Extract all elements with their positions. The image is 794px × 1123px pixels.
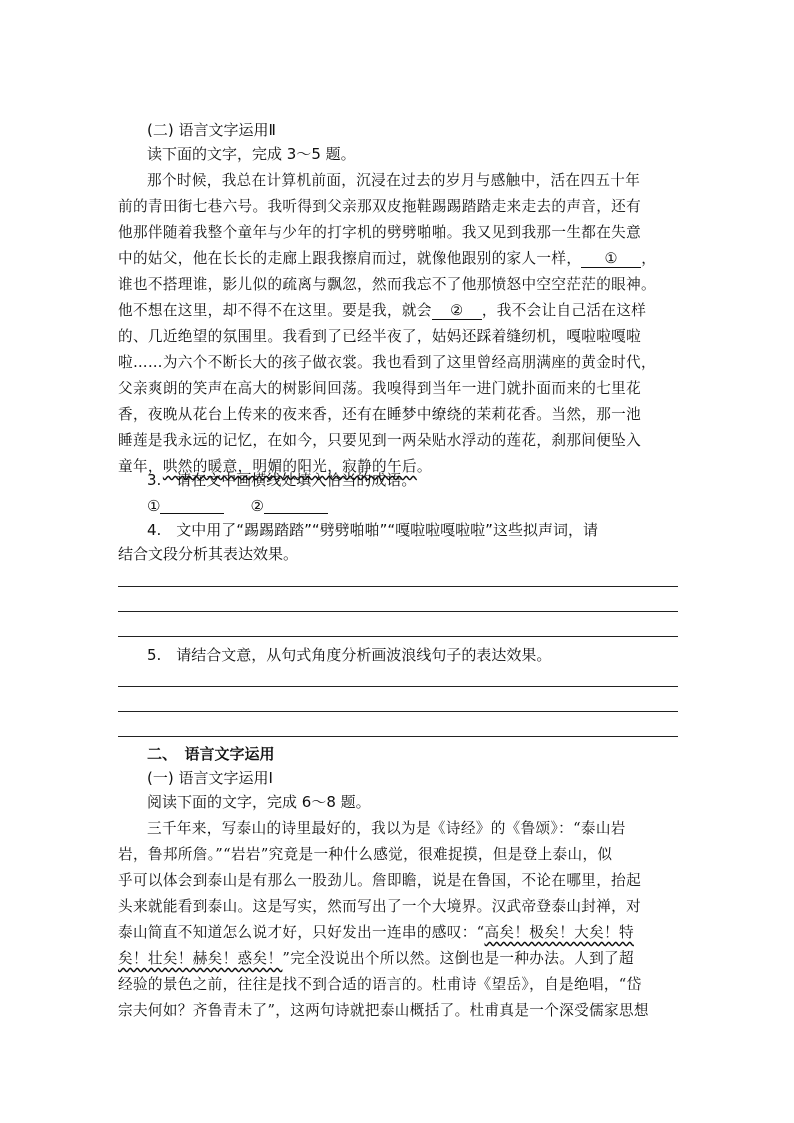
passage-line: 谁也不搭理谁，影儿似的疏离与飘忽，然而我忘不了他那愤怒中空空茫茫的眼神。 <box>118 276 656 293</box>
passage-line <box>118 249 656 269</box>
section-instruction: 阅读下面的文字，完成 6～8 题。 <box>147 793 371 811</box>
passage-line: 三千年来，写泰山的诗里最好的，我以为是《诗经》的《鲁颂》：“泰山岩 <box>147 820 626 837</box>
question-3-answers <box>147 496 328 516</box>
answer-blank-1[interactable] <box>160 498 224 514</box>
passage-text: 泰山简直不知道怎么说才好，只好发出一连串的感叹：“ <box>118 924 485 941</box>
section-title: (二) 语言文字运用Ⅱ <box>147 121 276 139</box>
passage-text: ”完全没说出个所以然。这倒也是一种办法。人到了超 <box>282 950 634 967</box>
question-3: 3. 请在文中画横线处填入恰当的成语。 <box>147 471 417 489</box>
passage-text: ，我不会让自己活在这样 <box>481 302 647 319</box>
passage-text: 中的姑父，他在长长的走廊上跟我擦肩而过，就像他跟别的家人一样， <box>118 250 582 267</box>
answer-line[interactable] <box>118 636 678 637</box>
passage-text: ， <box>641 250 657 267</box>
question-4-cont: 结合文段分析其表达效果。 <box>118 545 299 563</box>
passage-line: 啦……为六个不断长大的孩子做衣裳。我也看到了这里曾经高朋满座的黄金时代， <box>118 354 656 371</box>
section-instruction: 读下面的文字，完成 3～5 题。 <box>147 145 356 163</box>
fill-blank-2: ② <box>432 302 482 320</box>
passage-line: 香，夜晚从花台上传来的夜来香，还有在睡梦中缭绕的茉莉花香。当然，那一池 <box>118 406 642 423</box>
section-subtitle: (一) 语言文字运用Ⅰ <box>147 769 273 787</box>
answer-blank-2[interactable] <box>264 498 328 514</box>
passage-line: 那个时候，我总在计算机前面，沉浸在过去的岁月与感触中，活在四五十年 <box>147 172 641 189</box>
answer-line[interactable] <box>118 711 678 712</box>
passage-line: 睡莲是我永远的记忆，在如今，只要见到一两朵贴水浮动的莲花，刹那间便坠入 <box>118 432 642 449</box>
fill-blank-1: ① <box>581 250 641 268</box>
wavy-underlined-sentence: 矣！壮矣！赫矣！惑矣！ <box>118 950 283 967</box>
answer-line[interactable] <box>118 586 678 587</box>
answer-line[interactable] <box>118 736 678 737</box>
passage-line: 头来就能看到泰山。这是写实，然而写出了一个大境界。汉武帝登泰山封禅，对 <box>118 898 642 915</box>
answer-label-2: ② <box>250 497 264 515</box>
passage-line: 宗夫何如？齐鲁青未了”，这两句诗就把泰山概括了。杜甫真是一个深受儒家思想 <box>118 1002 649 1019</box>
passage-line: 他那伴随着我整个童年与少年的打字机的劈劈啪啪。我又见到我那一生都在失意 <box>118 224 642 241</box>
wavy-underlined-sentence: 哄然的暖意，明媚的阳光，寂静的午后 <box>162 458 417 475</box>
passage-line: 经验的景色之前，往往是找不到合适的语言的。杜甫诗《望岳》，自是绝唱，“岱 <box>118 976 642 993</box>
question-5: 5. 请结合文意，从句式角度分析画波浪线句子的表达效果。 <box>147 646 552 664</box>
answer-line[interactable] <box>118 611 678 612</box>
passage-text: 。 <box>416 458 432 475</box>
answer-label-1: ① <box>147 497 161 515</box>
passage-line: 乎可以体会到泰山是有那么一股劲儿。詹即瞻，说是在鲁国，不论在哪里，抬起 <box>118 872 642 889</box>
passage-text: 他不想在这里，却不得不在这里。要是我，就会 <box>118 302 432 319</box>
passage-line <box>118 301 646 321</box>
answer-line[interactable] <box>118 686 678 687</box>
section-title: 二、 语言文字运用 <box>147 745 275 763</box>
passage-line <box>118 923 634 943</box>
passage-line: 父亲爽朗的笑声在高大的树影间回荡。我嗅得到当年一进门就扑面而来的七里花 <box>118 380 642 397</box>
question-4: 4. 文中用了“踢踢踏踏”“劈劈啪啪”“嘎啦啦嘎啦啦”这些拟声词，请 <box>147 521 598 539</box>
passage-line: 前的青田街七巷六号。我听得到父亲那双皮拖鞋踢踢踏踏走来走去的声音，还有 <box>118 198 642 215</box>
wavy-underlined-sentence: 高矣！极矣！大矣！特 <box>484 924 634 941</box>
passage-line: 岩，鲁邦所詹。”“岩岩”究竟是一种什么感觉，很难捉摸，但是登上泰山，似 <box>118 846 613 863</box>
passage-text: 童年， <box>118 458 163 475</box>
passage-line <box>118 949 634 969</box>
passage-line: 的、几近绝望的氛围里。我看到了已经半夜了，姑妈还踩着缝纫机，嘎啦啦嘎啦 <box>118 328 642 345</box>
